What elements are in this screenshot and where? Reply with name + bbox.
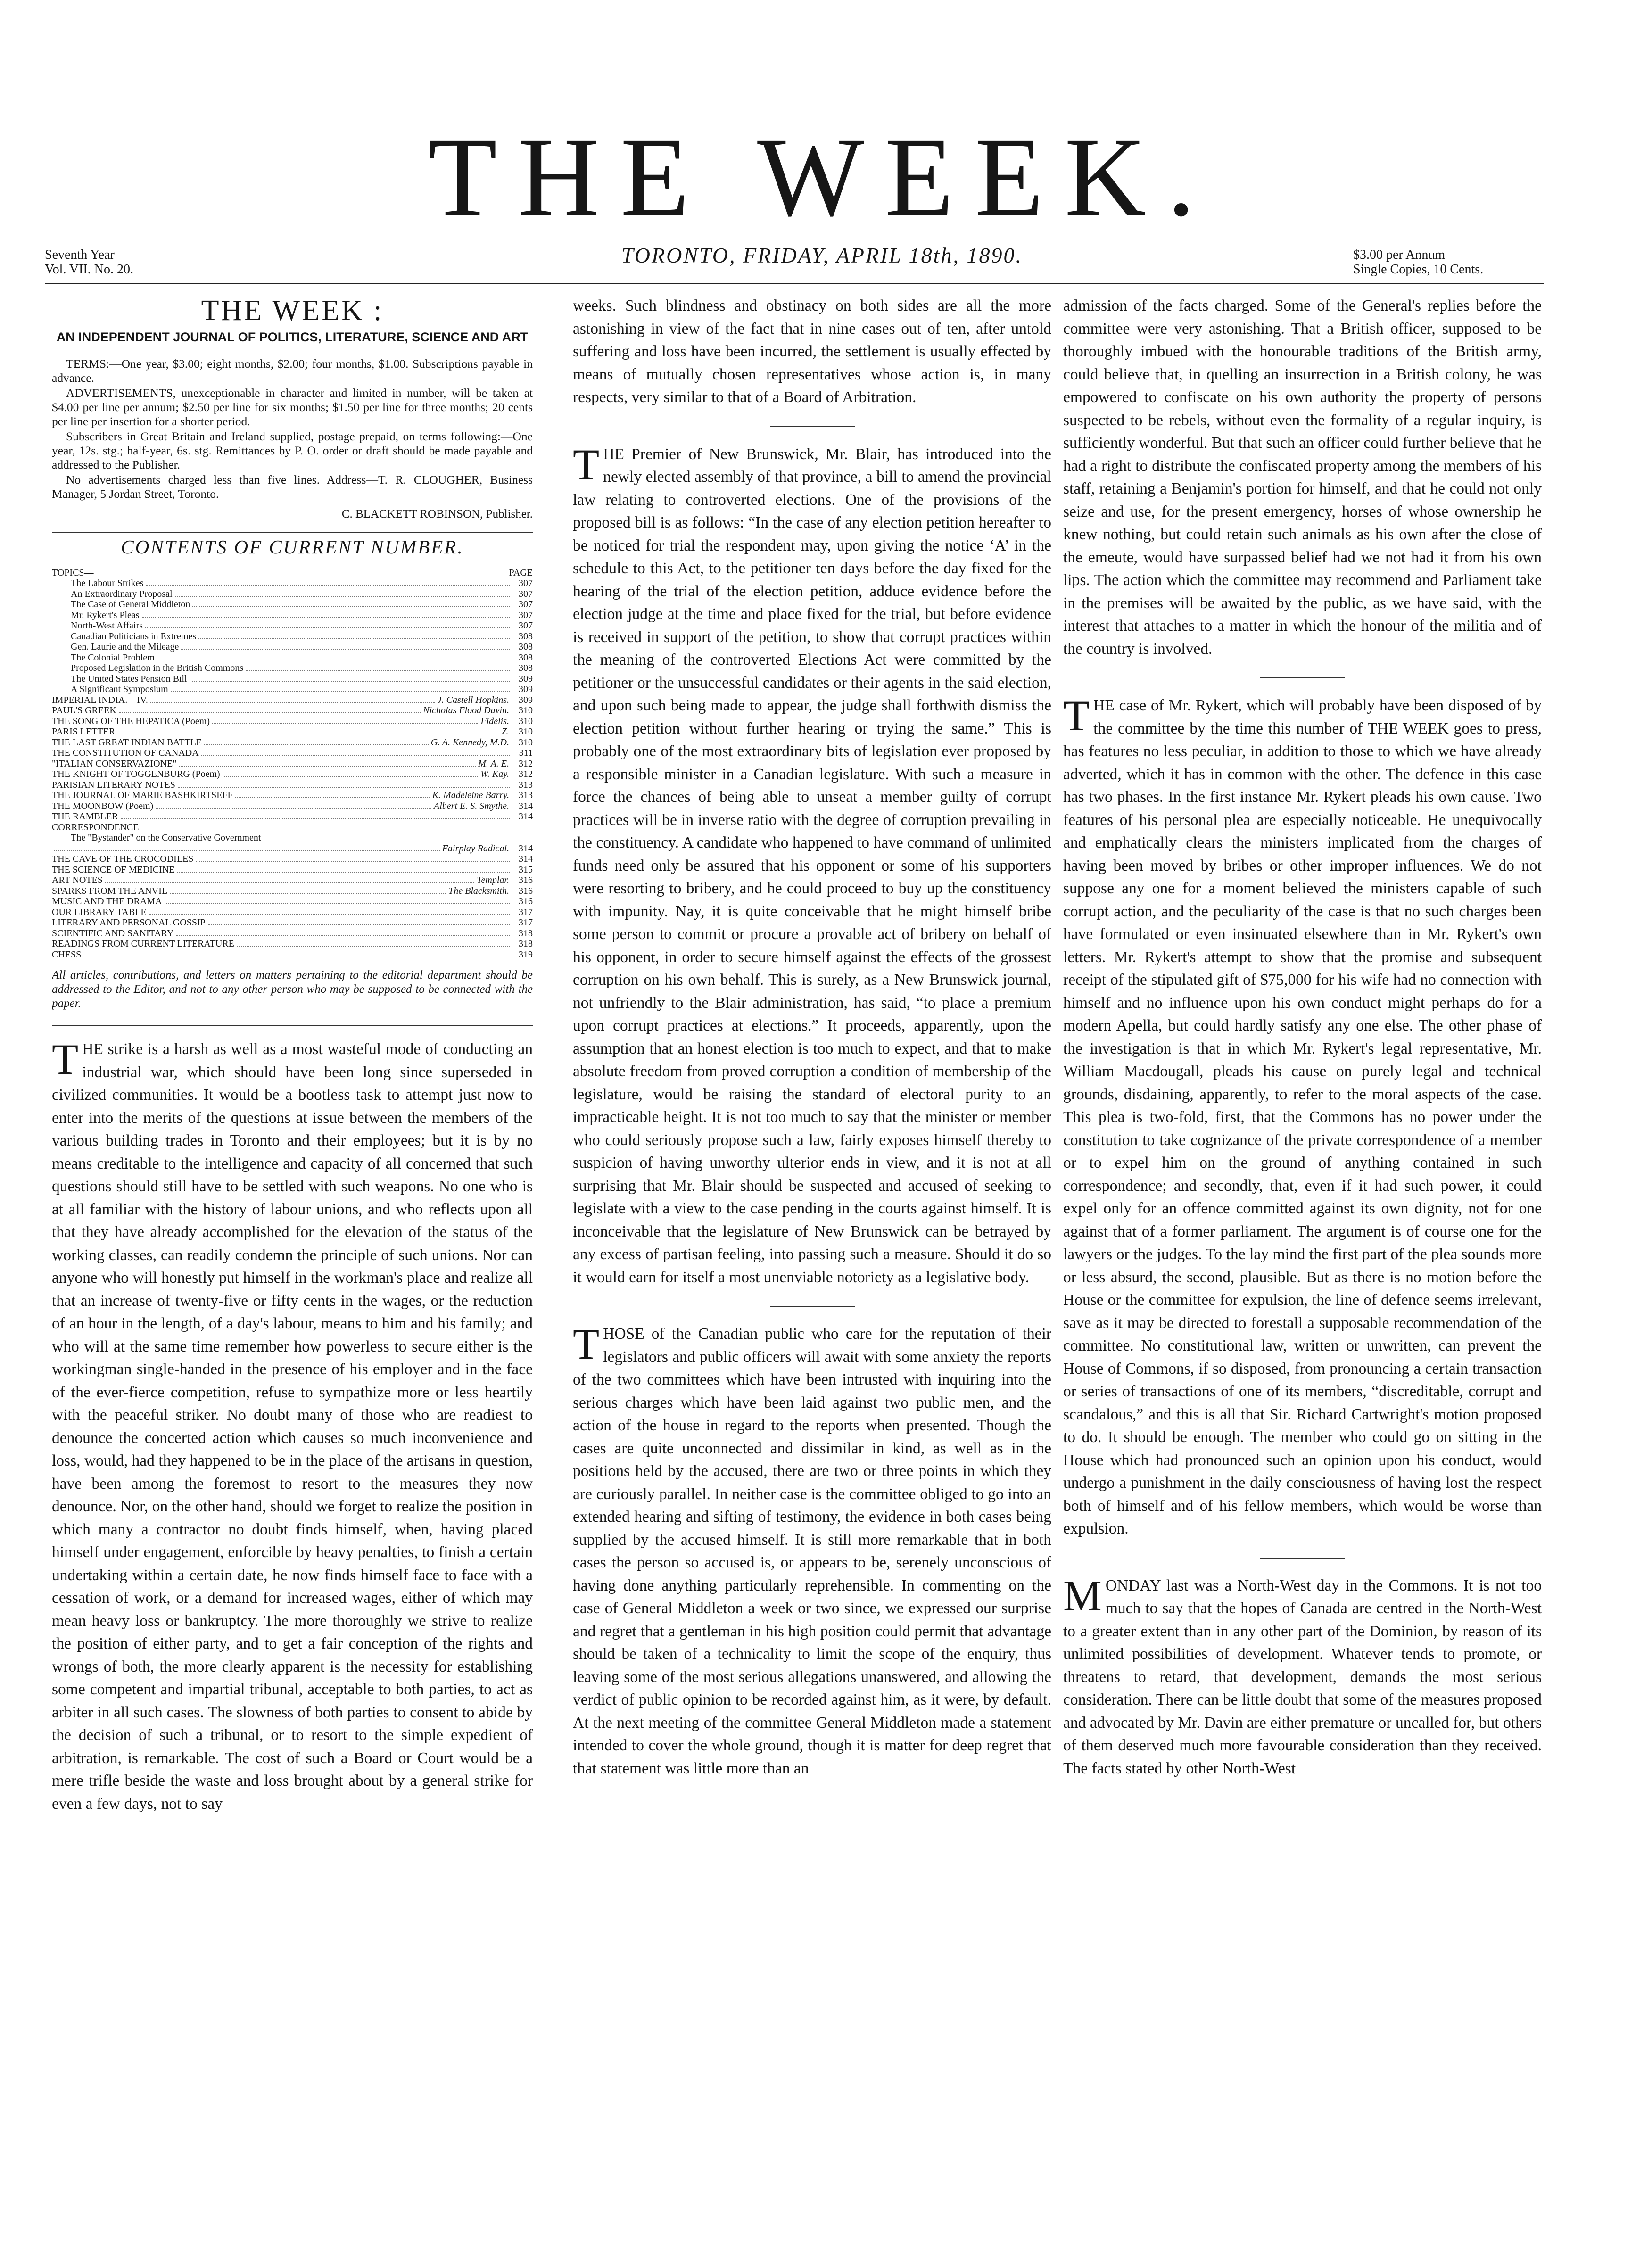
advertisements-text: ADVERTISEMENTS, unexceptionable in character and limited in number, will be taken at $4.00 per line per annum; $2.50 per line for six months; $1.50 per line for three months; 20 cents per line per insertion for a shorter period. bbox=[52, 386, 533, 428]
toc-page: 311 bbox=[519, 748, 533, 758]
toc-row bbox=[52, 769, 533, 780]
dot-leader bbox=[178, 780, 510, 788]
single-copy-price: Single Copies, 10 Cents. bbox=[1353, 262, 1484, 277]
dot-leader bbox=[170, 886, 446, 894]
price-info bbox=[1353, 247, 1483, 277]
toc-articles bbox=[52, 695, 533, 822]
toc-row bbox=[52, 780, 533, 791]
dot-leader bbox=[171, 685, 510, 692]
toc-row bbox=[52, 599, 533, 610]
toc-page: 308 bbox=[519, 663, 533, 673]
toc-row bbox=[52, 642, 533, 652]
toc-page: 312 bbox=[519, 758, 533, 769]
toc-page: 307 bbox=[519, 610, 533, 620]
subscription-terms bbox=[52, 357, 533, 501]
toc-title: SPARKS FROM THE ANVIL bbox=[52, 885, 168, 896]
toc-title: PARIS LETTER bbox=[52, 726, 116, 737]
toc-title: CHESS bbox=[52, 949, 82, 960]
toc-page: 316 bbox=[519, 896, 533, 907]
column-2 bbox=[573, 295, 1051, 2246]
toc-row bbox=[52, 939, 533, 949]
toc-row bbox=[52, 705, 533, 716]
dot-leader bbox=[192, 600, 510, 607]
toc-title: LITERARY AND PERSONAL GOSSIP bbox=[52, 917, 206, 928]
toc-title: THE MOONBOW (Poem) bbox=[52, 800, 154, 811]
toc-title: THE CONSTITUTION OF CANADA bbox=[52, 748, 199, 758]
dot-leader bbox=[246, 663, 510, 671]
dot-leader bbox=[175, 589, 510, 597]
toc-title: "ITALIAN CONSERVAZIONE" bbox=[52, 758, 177, 769]
toc-row bbox=[52, 578, 533, 589]
toc-page: 307 bbox=[519, 599, 533, 610]
dot-leader bbox=[190, 674, 510, 682]
toc-articles-2 bbox=[52, 854, 533, 960]
toc-page: 316 bbox=[519, 885, 533, 896]
toc-title: Mr. Rykert's Pleas bbox=[71, 610, 140, 620]
toc-row bbox=[52, 907, 533, 918]
toc-row bbox=[52, 684, 533, 695]
dot-leader bbox=[212, 717, 478, 724]
sidebar-title: THE WEEK : bbox=[201, 295, 384, 327]
correspondence-author-row bbox=[52, 843, 533, 854]
issue-date: TORONTO, FRIDAY, APRIL 18th, 1890. bbox=[621, 243, 1023, 267]
toc-row bbox=[52, 631, 533, 642]
dot-leader bbox=[235, 791, 430, 798]
toc-title: The United States Pension Bill bbox=[71, 673, 187, 684]
toc-title: Canadian Politicians in Extremes bbox=[71, 631, 197, 642]
toc-page: 318 bbox=[519, 939, 533, 949]
toc-page: 315 bbox=[519, 864, 533, 875]
toc-page: 313 bbox=[519, 790, 533, 800]
divider bbox=[52, 1025, 533, 1026]
toc-page: 309 bbox=[519, 694, 533, 705]
dot-leader bbox=[177, 865, 510, 873]
toc-page: 314 bbox=[519, 854, 533, 864]
toc-title: North-West Affairs bbox=[71, 620, 143, 631]
toc-title: PARISIAN LITERARY NOTES bbox=[52, 779, 175, 790]
toc-page: 307 bbox=[519, 578, 533, 588]
toc-title: ART NOTES bbox=[52, 875, 103, 885]
toc-page: 312 bbox=[519, 769, 533, 779]
toc-row bbox=[52, 886, 533, 897]
sidebar-subtitle: AN INDEPENDENT JOURNAL OF POLITICS, LITERATURE, SCIENCE AND ART bbox=[56, 330, 529, 344]
toc-author: W. Kay. bbox=[480, 769, 509, 779]
toc-title: OUR LIBRARY TABLE bbox=[52, 907, 147, 917]
article-labour-strikes: THE strike is a harsh as well as a most wasteful mode of conducting an industrial war, which should have been long since superseded in civilized communities. It would be a bootless task to attempt just now to enter into the merits of the questions at issue between the members of the various building trades in Toronto and their employees; but it is by no means creditable to the intelligence and capacity of all concerned that such questions should still have to be settled with such weapons. No one who is at all familiar with the history of labour unions, and who reflects upon all that they have already accomplished for the elevation of the status of the working classes, can readily condemn the principle of such unions. Nor can anyone who will honestly put himself in the workman's place and realize all that an increase of twenty-five or fifty cents in the wages, or the reduction of an hour in the length, of a day's labour, means to him and his family; and who will at the same time remember how powerless to secure either is the workingman single-handed in the presence of his employer and in the face of the ever-fierce competition, refuse to sympathize more or less heartily with the peaceful striker. No doubt many of those who are readiest to denounce the concerted action which causes so much inconvenience and loss, would, had they happened to be in the place of the artisans in question, have been among the foremost to resort to the measures they now denounce. Nor, on the other hand, should we forget to realize the position in which many a contractor no doubt finds himself, when, having placed himself under engagement, enforcible by heavy penalties, to finish a certain undertaking within a certain date, he now finds himself face to face with a cessation of work, or a demand for increased wages, either of which may mean heavy loss or bankruptcy. The more thoroughly we strive to realize the position of either party, and to get a fair conception of the rights and wrongs of both, the more clearly apparent is the necessity for establishing some competent and impartial tribunal, acceptable to both parties, to act as arbiter in all such cases. The slowness of both parties to consent to abide by the decision of such a tribunal, or to resort to the simple expedient of arbitration, is remarkable. The cost of such a Board or Court would be a mere trifle beside the waste and loss brought about by a general strike for even a few days, not to say bbox=[52, 1035, 533, 1813]
toc-page: 309 bbox=[519, 673, 533, 684]
correspondence-page: 314 bbox=[519, 843, 533, 854]
toc-page: 307 bbox=[519, 588, 533, 599]
toc-row bbox=[52, 726, 533, 737]
dot-leader bbox=[201, 748, 510, 756]
toc-page: 310 bbox=[519, 726, 533, 737]
divider bbox=[52, 532, 533, 533]
toc-page: 317 bbox=[519, 917, 533, 928]
toc-row bbox=[52, 875, 533, 886]
separator bbox=[770, 1306, 855, 1307]
toc-row bbox=[52, 663, 533, 674]
dot-leader bbox=[145, 621, 510, 628]
toc-page: 316 bbox=[519, 875, 533, 885]
no-ads-text: No advertisements charged less than five lines. Address—T. R. CLOUGHER, Business Manager, 5 Jordan Street, Toronto. bbox=[52, 473, 533, 501]
contents-title: CONTENTS OF CURRENT NUMBER. bbox=[121, 536, 464, 558]
toc-row bbox=[52, 896, 533, 907]
column-3 bbox=[1063, 295, 1542, 2246]
dot-leader bbox=[223, 769, 478, 777]
dot-leader bbox=[83, 950, 510, 957]
toc-page: 307 bbox=[519, 620, 533, 631]
toc-title: THE SCIENCE OF MEDICINE bbox=[52, 864, 175, 875]
dot-leader bbox=[146, 578, 510, 586]
toc-row bbox=[52, 652, 533, 663]
toc-page: 309 bbox=[519, 684, 533, 694]
toc-row bbox=[52, 928, 533, 939]
article-north-west: MONDAY last was a North-West day in the Commons. It is not too much to say that the hopes of Canada are centred in the North-West to a greater extent than in any other part of the Dominion, by reason of its unlimited possibilities of development. Whatever tends to promote, or threatens to retard, that development, demands the most serious consideration. There can be little doubt that some of the measures proposed and advocated by Mr. Davin are either premature or uncalled for, but others of them deserved much more favourable consideration than they received. The facts stated by other North-West bbox=[1063, 1571, 1542, 1777]
toc-title: An Extraordinary Proposal bbox=[71, 588, 173, 599]
toc-title: Proposed Legislation in the British Commons bbox=[71, 663, 244, 673]
toc-author: Templar. bbox=[477, 875, 509, 885]
article-rykert: THE case of Mr. Rykert, which will probably have been disposed of by the committee by the time this number of THE WEEK goes to press, has features no less peculiar, in addition to those to which we have already adverted, which it has in common with the other. The defence in this case has two phases. In the first instance Mr. Rykert pleads his own cause. Two features of his personal plea are especially noticeable. He unequivocally and emphatically clears the ministers implicated from the charges of having been moved by bribes or other improper influences. We do not suppose any one for a moment believed the ministers capable of such corrupt action, and the peculiarity of the case is that no such charges been have formulated or even insinuated elsewhere than in Mr. Rykert's own letters. Mr. Rykert's attempt to show that the promise and subsequent receipt of the stipulated gift of $75,000 for his wife had no connection with himself and no influence upon his own conduct might perhaps do for a modern Apella, but could hardly satisfy any one else. The other phase of the investigation is that in which Mr. Rykert's legal representative, Mr. William Macdougall, pleads his cause on purely legal and technical grounds, disdaining, apparently, to refer to the moral aspects of the case. This plea is two-fold, first, that the Commons has no power under the constitution to take cognizance of the private correspondence of a member or to expel him on the ground of anything contained in such correspondence; and secondly, that, even if it had such power, it could expel only for an offence committed against its own dignity, not for one against that of a former parliament. The argument is of course one for the lawyers or the judges. To the lay mind the first part of the plea sounds more or less absurd, the second, plausible. But as there is no motion before the House or the committee for expulsion, the line of defence seems irrelevant, save as it may be directed to forestall a supposable recommendation of the committee. No constitutional law, written or unwritten, can prevent the House of Commons, if so disposed, from pronouncing a certain transaction or series of transactions of one of its members, “discreditable, corrupt and scandalous,” and this is all that Sir. Richard Cartwright's motion proposed to do. It should be enough. The member who could go on sitting in the House which had pronounced such an opinion upon his conduct, would undergo a punishment in the daily consciousness of having lost the respect both of himself and of his fellow members, which would be worse than expulsion. bbox=[1063, 692, 1542, 1537]
toc-title: READINGS FROM CURRENT LITERATURE bbox=[52, 939, 234, 949]
toc-title: The Labour Strikes bbox=[71, 578, 144, 588]
toc-author: The Blacksmith. bbox=[448, 885, 509, 896]
toc-author: Nicholas Flood Davin. bbox=[423, 705, 509, 716]
toc-row bbox=[52, 811, 533, 822]
year-label: Seventh Year bbox=[45, 247, 115, 262]
toc-row bbox=[52, 589, 533, 600]
toc-page: 308 bbox=[519, 631, 533, 642]
dot-leader bbox=[198, 632, 510, 639]
correspondence-item: The "Bystander" on the Conservative Government bbox=[71, 833, 261, 843]
toc-title: THE RAMBLER bbox=[52, 811, 118, 822]
dot-leader bbox=[176, 929, 510, 936]
terms-text: TERMS:—One year, $3.00; eight months, $2.00; four months, $1.00. Subscriptions payable in advance. bbox=[52, 357, 533, 385]
separator bbox=[1260, 677, 1345, 678]
toc-header bbox=[52, 568, 533, 578]
toc-row bbox=[52, 737, 533, 748]
toc-author: G. A. Kennedy, M.D. bbox=[430, 737, 509, 748]
toc-page: 310 bbox=[519, 737, 533, 748]
toc-page: 318 bbox=[519, 928, 533, 939]
toc-title: A Significant Symposium bbox=[71, 684, 168, 694]
toc-title: The Case of General Middleton bbox=[71, 599, 190, 610]
subscribers-text: Subscribers in Great Britain and Ireland supplied, postage prepaid, on terms following:—One year, 12s. stg.; half-year, 6s. stg. Remittances by P. O. order or draft should be made payable and addressed to the Publisher. bbox=[52, 429, 533, 471]
toc-page: 314 bbox=[519, 800, 533, 811]
toc-row bbox=[52, 759, 533, 769]
volume-label: Vol. VII. No. 20. bbox=[45, 262, 133, 277]
table-of-contents bbox=[52, 568, 533, 960]
toc-author: J. Castell Hopkins. bbox=[437, 694, 509, 705]
separator bbox=[1260, 1558, 1345, 1559]
toc-page: 313 bbox=[519, 779, 533, 790]
toc-row bbox=[52, 748, 533, 759]
toc-page: 319 bbox=[519, 949, 533, 960]
publisher-line: C. BLACKETT ROBINSON, Publisher. bbox=[341, 508, 533, 520]
dot-leader bbox=[117, 727, 499, 734]
toc-row bbox=[52, 917, 533, 928]
toc-title: THE KNIGHT OF TOGGENBURG (Poem) bbox=[52, 769, 220, 779]
toc-row bbox=[52, 801, 533, 812]
toc-page: 310 bbox=[519, 705, 533, 716]
annual-price: $3.00 per Annum bbox=[1353, 247, 1446, 262]
toc-title: The Colonial Problem bbox=[71, 652, 155, 663]
dot-leader bbox=[179, 759, 476, 767]
toc-page: 308 bbox=[519, 642, 533, 652]
dot-leader bbox=[181, 642, 510, 650]
dot-leader bbox=[119, 706, 421, 713]
dot-leader bbox=[121, 812, 510, 819]
toc-page: 308 bbox=[519, 652, 533, 663]
toc-row bbox=[52, 949, 533, 960]
toc-row bbox=[52, 674, 533, 685]
toc-author: Fidelis. bbox=[480, 716, 509, 726]
toc-row bbox=[52, 620, 533, 631]
toc-row bbox=[52, 610, 533, 621]
toc-page: 317 bbox=[519, 907, 533, 917]
dot-leader bbox=[54, 844, 440, 851]
toc-row bbox=[52, 716, 533, 727]
masthead-title: THE WEEK. bbox=[428, 114, 1216, 239]
toc-title: THE SONG OF THE HEPATICA (Poem) bbox=[52, 716, 210, 726]
toc-row bbox=[52, 790, 533, 801]
article-new-brunswick: THE Premier of New Brunswick, Mr. Blair, has introduced into the newly elected assembly of that province, a bill to amend the provincial law relating to controverted elections. One of the provisions of the proposed bill is as follows: “In the case of any election petition hereafter to be noticed for trial the respondent may, upon giving the notice ‘A’ in the schedule to this Act, to the petitioner ten days before the day fixed for the hearing of the trial of the election petition, adduce evidence before the election judge at the time and place fixed for the trial, but before evidence is received in support of the petition, to show that corrupt practices within the meaning of the controverted Elections Act were committed by the petitioner or the unsuccessful candidates or their agents in the said election, and upon such being made to appear, the judge shall forthwith dismiss the election petition without further hearing or trying the same.” This is probably one of the most extraordinary bits of legislation ever proposed by a responsible minister in a Canadian legislature. With such a measure in force the chances of being able to unseat a member guilty of corrupt practices will be in inverse ratio with the degree of corruption prevailing in the constituency. A candidate who happened to have command of unlimited funds need only be assured that his opponent or some of his supporters were resorting to bribery, and he could proceed to buy up the constituency with impunity. Nay, it is quite conceivable that he might himself bribe some person to commit or procure a provable act of bribery on behalf of his opponent, in order to secure himself against the effects of the grossest corruption on his own behalf. This is surely, as a New Brunswick journal, not unfriendly to the Blair administration, has said, “to place a premium upon corrupt practices at elections.” It proceeds, apparently, upon the assumption that an honest election is too much to expect, and that to make absolute freedom from proved corruption a condition of membership of the legislature, would be raising the standard of electoral purity to an impracticable height. It is not too much to say that the minister or member who could seriously propose such a law, fairly exposes himself thereby to suspicion of having unworthy ulterior ends in view, and it is not at all surprising that Mr. Blair should be suspected and accused of seeking to legislate with a view to the case pending in the courts against himself. It is inconceivable that the legislature of New Brunswick can be betrayed by any excess of partisan feeling, into passing such a measure. Should it do so it would earn for itself a most unenviable notoriety as a legislative body. bbox=[573, 440, 1051, 1286]
toc-title: THE JOURNAL OF MARIE BASHKIRTSEFF bbox=[52, 790, 233, 800]
dot-leader bbox=[105, 875, 474, 883]
toc-title: PAUL'S GREEK bbox=[52, 705, 116, 716]
dateline bbox=[0, 243, 1644, 280]
dot-leader bbox=[196, 854, 510, 862]
toc-author: Z. bbox=[501, 726, 509, 737]
column-1 bbox=[52, 295, 533, 2246]
toc-title: IMPERIAL INDIA.—IV. bbox=[52, 694, 148, 705]
article-strike-continued: weeks. Such blindness and obstinacy on both sides are all the more astonishing in view of the fact that in nine cases out of ten, after untold suffering and loss have been incurred, the settlement is usually effected by means of mutually chosen representatives whose action is, in many respects, very similar to that of a Board of Arbitration. bbox=[573, 297, 1051, 406]
toc-row bbox=[52, 854, 533, 865]
dot-leader bbox=[157, 653, 510, 660]
page-label: PAGE bbox=[509, 567, 533, 578]
toc-topics bbox=[52, 578, 533, 695]
dot-leader bbox=[142, 610, 510, 618]
dot-leader bbox=[208, 918, 510, 925]
toc-title: THE CAVE OF THE CROCODILES bbox=[52, 854, 194, 864]
dot-leader bbox=[165, 897, 510, 904]
toc-title: Gen. Laurie and the Mileage bbox=[71, 642, 179, 652]
toc-page: 310 bbox=[519, 716, 533, 726]
correspondence-label: CORRESPONDENCE— bbox=[52, 822, 149, 833]
correspondence-author: Fairplay Radical. bbox=[442, 843, 509, 854]
article-committees: THOSE of the Canadian public who care for the reputation of their legislators and public officers will await with some anxiety the reports of the two committees which have been intrusted with inquiring into the serious charges which have been laid against two public men, and the action of the house in regard to the reports when presented. Though the cases are quite unconnected and dissimilar in kind, as well as in the positions held by the accused, there are two or three points in which they are curiously parallel. In neither case is the committee obliged to go into an extended hearing and sifting of testimony, the evidence in both cases being supplied by the accused himself. It is still more remarkable that in both cases the person so accused is, or appears to be, serenely unconscious of having done anything particularly reprehensible. In commenting on the case of General Middleton a week or two since, we expressed our surprise and regret that a gentleman in his high position could permit that advantage should be taken of a technicality to limit the scope of the enquiry, thus leaving some of the most serious allegations unanswered, and allowing the verdict of public opinion to be recorded against him, as it were, by default. At the next meeting of the committee General Middleton made a statement intended to cover the whole ground, though it is matter for deep regret that that statement was little more than an bbox=[573, 1320, 1051, 1777]
toc-page: 314 bbox=[519, 811, 533, 822]
toc-author: K. Madeleine Barry. bbox=[432, 790, 509, 800]
toc-title: MUSIC AND THE DRAMA bbox=[52, 896, 162, 907]
dot-leader bbox=[149, 907, 510, 915]
toc-author: Albert E. S. Smythe. bbox=[434, 800, 509, 811]
toc-title: THE LAST GREAT INDIAN BATTLE bbox=[52, 737, 202, 748]
header-rule bbox=[45, 283, 1544, 284]
toc-row bbox=[52, 865, 533, 875]
dot-leader bbox=[150, 695, 435, 703]
dot-leader bbox=[156, 801, 431, 809]
dot-leader bbox=[204, 738, 429, 745]
toc-title: SCIENTIFIC AND SANITARY bbox=[52, 928, 174, 939]
toc-author: M. A. E. bbox=[478, 758, 509, 769]
editorial-note: All articles, contributions, and letters on matters pertaining to the editorial department should be addressed to the Editor, and not to any other person who may be supposed to be connected with the paper. bbox=[52, 969, 533, 1010]
toc-row bbox=[52, 695, 533, 706]
article-middleton-continued: admission of the facts charged. Some of the General's replies before the committee were very astonishing. That a British officer, supposed to be thoroughly imbued with the honourable traditions of the British army, could believe that, in quelling an insurrection in a British colony, he was empowered to confiscate on his own authority the property of persons suspected to be rebels, without even the formality of a regular inquiry, is sufficiently wonderful. But that such an officer could further believe that he had a right to distribute the confiscated property among the members of his staff, retaining a Benjamin's portion for himself, and that he could not only seize and use, for the present emergency, horses of whose ownership he knew nothing, but could retain such animals as his own after the close of the emeute, would have surpassed belief had we not had it from his own lips. The action which the committee may recommend and Parliament take in the premises will be awaited by the public, as we have said, with the interest that attaches to a matter in which the honour of the militia and of the country is involved. bbox=[1063, 297, 1542, 658]
topics-label: TOPICS— bbox=[52, 567, 94, 578]
separator bbox=[770, 426, 855, 427]
dot-leader bbox=[237, 939, 510, 947]
